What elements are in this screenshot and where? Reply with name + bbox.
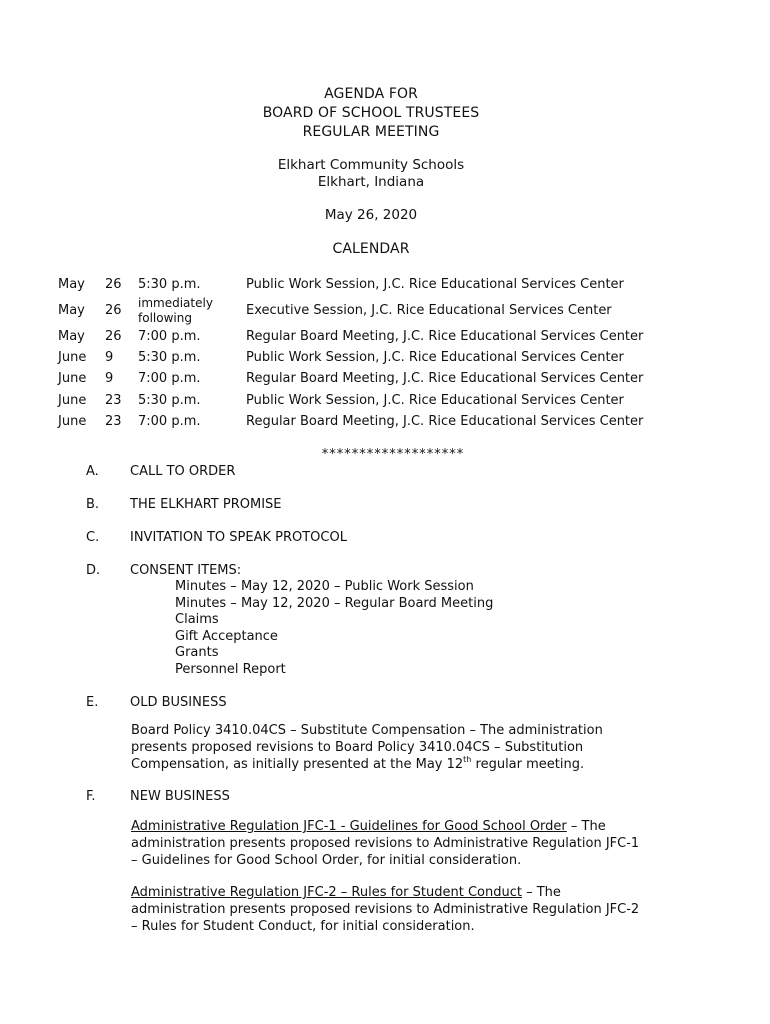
regulation-jfc2-title: Administrative Regulation JFC-2 – Rules for Student Conduct (131, 885, 522, 900)
consent-item: Minutes – May 12, 2020 – Public Work Session (175, 579, 474, 594)
calendar-event: Public Work Session, J.C. Rice Educational Services Center (246, 393, 624, 408)
item-e-letter: E. (86, 695, 99, 710)
regulation-jfc1-title: Administrative Regulation JFC-1 - Guidelines for Good School Order (131, 819, 567, 834)
calendar-row (0, 329, 770, 350)
item-b-title: THE ELKHART PROMISE (130, 497, 282, 512)
item-a-letter: A. (86, 464, 99, 479)
item-e-title: OLD BUSINESS (130, 695, 227, 710)
new-business-paragraph-2 (131, 885, 641, 935)
calendar-month: May (58, 303, 85, 318)
calendar-row (0, 371, 770, 392)
old-business-text-end: regular meeting. (471, 756, 585, 772)
calendar-month: June (58, 371, 87, 386)
regulation-jfc1-text: – The administration presents proposed revisions to Administrative Regulation JFC-1 – Guidelines for Good School Order, for initial consideration. (131, 819, 640, 868)
consent-items-list (175, 579, 493, 678)
calendar-time: 5:30 p.m. (138, 350, 201, 365)
calendar-event: Regular Board Meeting, J.C. Rice Educational Services Center (246, 371, 644, 386)
calendar-time: 5:30 p.m. (138, 277, 201, 292)
item-c-letter: C. (86, 530, 100, 545)
calendar-month: June (58, 414, 87, 429)
organization-location: Elkhart, Indiana (317, 174, 425, 190)
calendar-day: 26 (105, 303, 122, 318)
item-b-letter: B. (86, 497, 100, 512)
item-a-title: CALL TO ORDER (130, 464, 236, 479)
section-separator: ******************* (321, 447, 465, 462)
calendar-event: Public Work Session, J.C. Rice Educational Services Center (246, 350, 624, 365)
calendar-row (0, 414, 770, 435)
calendar-event: Regular Board Meeting, J.C. Rice Educational Services Center (246, 414, 644, 429)
consent-item: Personnel Report (175, 661, 286, 677)
consent-item: Minutes – May 12, 2020 – Regular Board Meeting (175, 595, 494, 611)
calendar-row (0, 350, 770, 371)
calendar-time: 7:00 p.m. (138, 329, 201, 344)
consent-item: Grants (175, 645, 219, 660)
calendar-month: June (58, 393, 87, 408)
old-business-paragraph (131, 723, 641, 773)
old-business-text: Board Policy 3410.04CS – Substitute Compensation – The administration presents proposed revisions to Board Policy 3410.04CS – Substitution Compensation, as initially presented at the May 12 (131, 723, 603, 772)
item-f-letter: F. (86, 789, 96, 804)
consent-item: Claims (175, 612, 219, 627)
item-c-title: INVITATION TO SPEAK PROTOCOL (130, 530, 347, 545)
calendar-time: 7:00 p.m. (138, 371, 201, 386)
calendar-time: immediately following (138, 296, 213, 325)
agenda-title-line-1: AGENDA FOR (324, 86, 418, 102)
consent-item: Gift Acceptance (175, 628, 278, 644)
calendar-heading: CALENDAR (332, 241, 410, 257)
calendar-day: 26 (105, 277, 122, 292)
item-d-title: CONSENT ITEMS: (130, 563, 242, 578)
regulation-jfc2-text: – The administration presents proposed revisions to Administrative Regulation JFC-2 – Rules for Student Conduct, for initial consideration. (131, 885, 640, 934)
calendar-event: Regular Board Meeting, J.C. Rice Educational Services Center (246, 329, 644, 344)
calendar-event: Executive Session, J.C. Rice Educational Services Center (246, 303, 612, 318)
new-business-paragraph-1 (131, 819, 641, 869)
calendar-day: 23 (105, 414, 122, 429)
agenda-title-line-3: REGULAR MEETING (302, 124, 440, 140)
ordinal-suffix: th (463, 754, 472, 764)
calendar-event: Public Work Session, J.C. Rice Educational Services Center (246, 277, 624, 292)
calendar-row (0, 393, 770, 414)
calendar-month: May (58, 277, 85, 292)
calendar-row (0, 277, 770, 298)
meeting-date: May 26, 2020 (324, 207, 418, 223)
calendar-row (0, 296, 770, 328)
calendar-day: 9 (105, 371, 114, 386)
calendar-month: May (58, 329, 85, 344)
calendar-day: 23 (105, 393, 122, 408)
organization-name: Elkhart Community Schools (277, 157, 465, 173)
calendar-day: 9 (105, 350, 114, 365)
item-d-letter: D. (86, 563, 101, 578)
calendar-time: 5:30 p.m. (138, 393, 201, 408)
agenda-title-line-2: BOARD OF SCHOOL TRUSTEES (262, 105, 480, 121)
calendar-time: 7:00 p.m. (138, 414, 201, 429)
calendar-month: June (58, 350, 87, 365)
item-f-title: NEW BUSINESS (130, 789, 230, 804)
calendar-day: 26 (105, 329, 122, 344)
